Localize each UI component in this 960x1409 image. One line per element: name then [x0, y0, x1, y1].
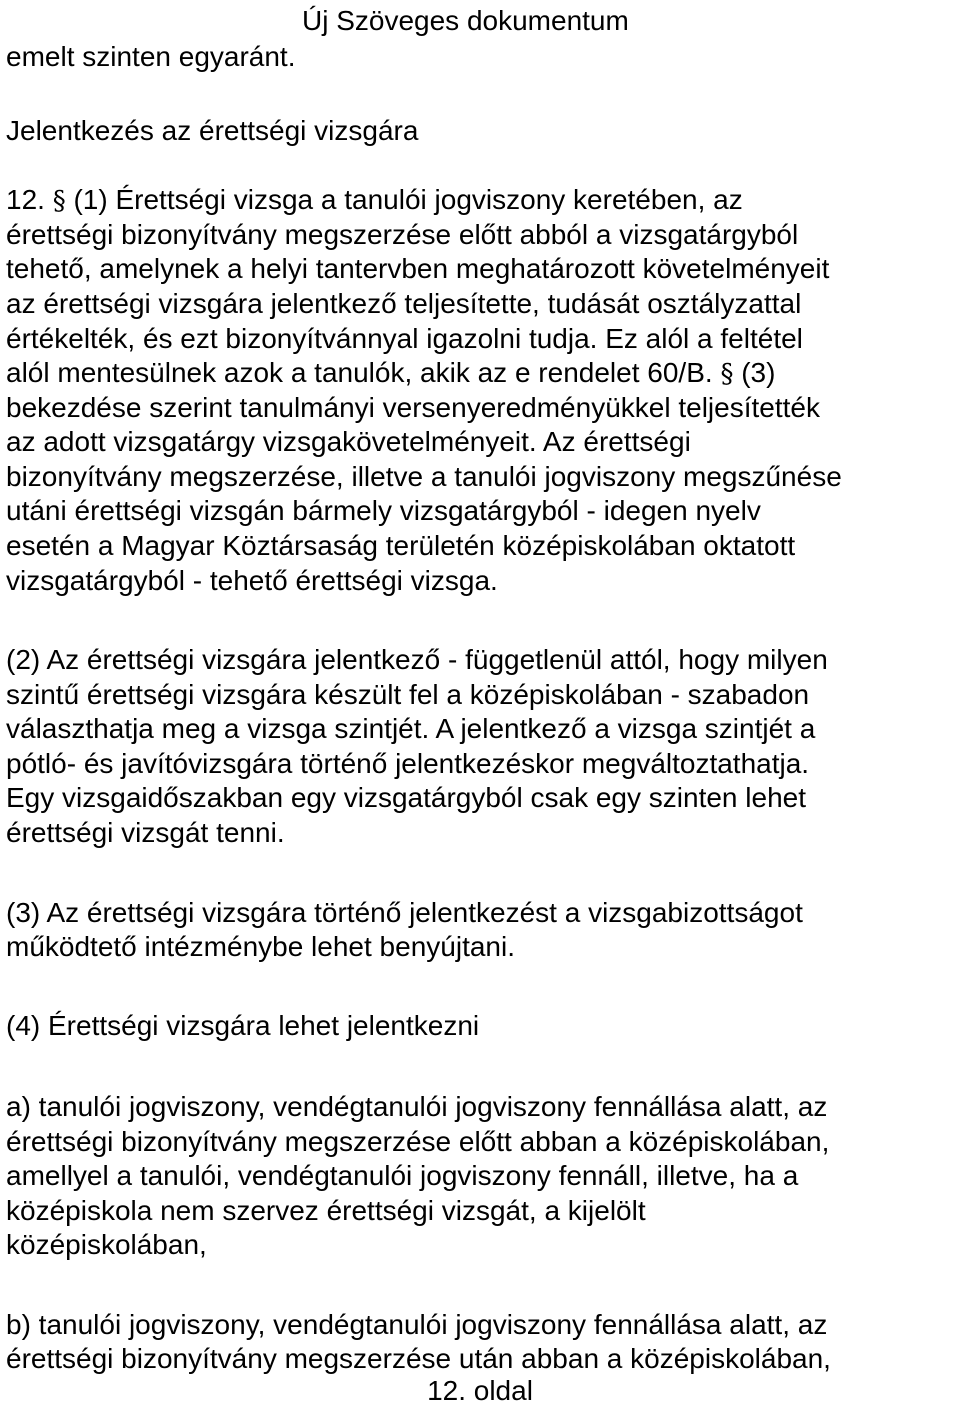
- paragraph-2-line: (2) Az érettségi vizsgára jelentkező - függetlenül attól, hogy milyen: [6, 644, 828, 675]
- paragraph-4-line: (4) Érettségi vizsgára lehet jelentkezni: [6, 1010, 480, 1041]
- paragraph-1-line: az adott vizsgatárgy vizsgakövetelményeit. Az érettségi: [6, 426, 691, 457]
- paragraph-1-line: bekezdése szerint tanulmányi versenyeredményükkel teljesítették: [6, 392, 820, 423]
- paragraph-2-line: Egy vizsgaidőszakban egy vizsgatárgyból csak egy szinten lehet: [6, 782, 806, 813]
- item-a-line: a) tanulói jogviszony, vendégtanulói jogviszony fennállása alatt, az: [6, 1091, 828, 1122]
- page-number: 12. oldal: [427, 1375, 533, 1406]
- paragraph-1-line: utáni érettségi vizsgán bármely vizsgatárgyból - idegen nyelv: [6, 495, 761, 526]
- item-a-line: középiskola nem szervez érettségi vizsgát, a kijelölt: [6, 1195, 646, 1226]
- item-b-line: érettségi bizonyítvány megszerzése után abban a középiskolában,: [6, 1343, 831, 1374]
- paragraph-2-line: szintű érettségi vizsgára készült fel a középiskolában - szabadon: [6, 679, 810, 710]
- intro-line: emelt szinten egyaránt.: [6, 41, 296, 72]
- item-b-line: b) tanulói jogviszony, vendégtanulói jogviszony fennállása alatt, az: [6, 1309, 828, 1340]
- paragraph-1-line: 12. § (1) Érettségi vizsga a tanulói jogviszony keretében, az: [6, 184, 743, 216]
- paragraph-3-line: működtető intézménybe lehet benyújtani.: [6, 931, 515, 962]
- item-a-line: középiskolában,: [6, 1229, 207, 1260]
- paragraph-1-line: érettségi bizonyítvány megszerzése előtt abból a vizsgatárgyból: [6, 219, 799, 250]
- paragraph-1-line: értékelték, és ezt bizonyítvánnyal igazolni tudja. Ez alól a feltétel: [6, 323, 803, 354]
- paragraph-1-line: vizsgatárgyból - tehető érettségi vizsga.: [6, 565, 498, 596]
- item-a-line: érettségi bizonyítvány megszerzése előtt abban a középiskolában,: [6, 1126, 830, 1157]
- paragraph-1-line: bizonyítvány megszerzése, illetve a tanulói jogviszony megszűnése: [6, 461, 842, 492]
- paragraph-2-line: érettségi vizsgát tenni.: [6, 817, 285, 848]
- paragraph-2-line: pótló- és javítóvizsgára történő jelentkezéskor megváltoztathatja.: [6, 748, 810, 779]
- paragraph-1-line: az érettségi vizsgára jelentkező teljesítette, tudását osztályzattal: [6, 288, 802, 319]
- document-title: Új Szöveges dokumentum: [302, 5, 629, 36]
- paragraph-3-line: (3) Az érettségi vizsgára történő jelentkezést a vizsgabizottságot: [6, 897, 803, 928]
- item-a-line: amellyel a tanulói, vendégtanulói jogviszony fennáll, illetve, ha a: [6, 1160, 799, 1191]
- paragraph-1-line: alól mentesülnek azok a tanulók, akik az e rendelet 60/B. § (3): [6, 357, 776, 389]
- section-heading: Jelentkezés az érettségi vizsgára: [6, 115, 419, 146]
- paragraph-1-line: tehető, amelynek a helyi tantervben meghatározott követelményeit: [6, 253, 830, 284]
- paragraph-1-line: esetén a Magyar Köztársaság területén középiskolában oktatott: [6, 530, 796, 561]
- paragraph-2-line: választhatja meg a vizsga szintjét. A jelentkező a vizsga szintjét a: [6, 713, 816, 744]
